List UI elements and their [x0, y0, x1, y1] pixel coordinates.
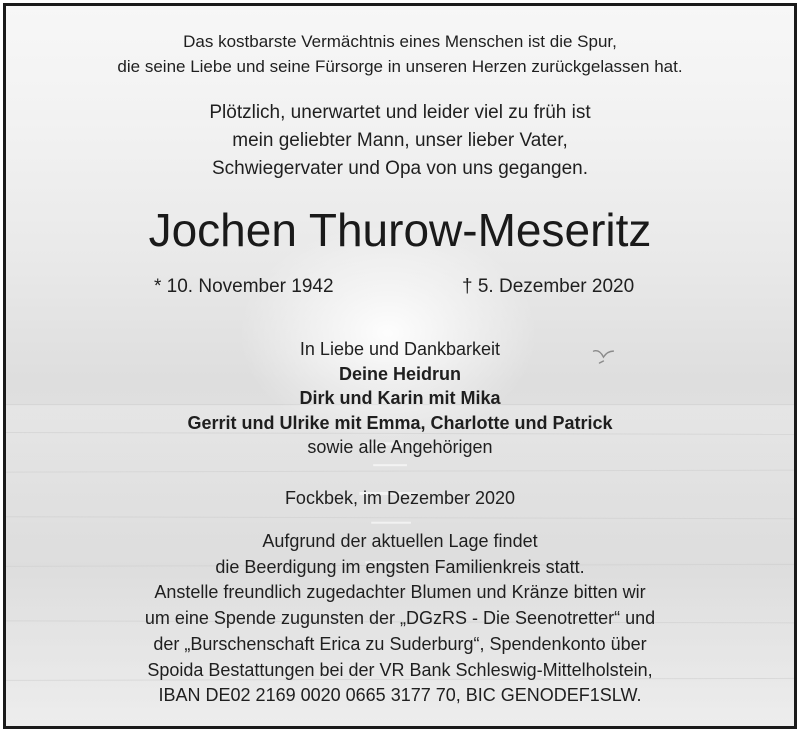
intro-line: Schwiegervater und Opa von uns gegangen.: [211, 158, 589, 179]
death-date: † 5. Dezember 2020: [462, 276, 635, 297]
funeral-info: [6, 529, 794, 709]
funeral-line: die Beerdigung im engsten Familienkreis statt.: [215, 556, 585, 577]
life-dates: [6, 276, 794, 306]
mourners-opening: In Liebe und Dankbarkeit: [299, 339, 501, 359]
mourners-closing: sowie alle Angehörigen: [307, 437, 493, 458]
intro-line: Plötzlich, unerwartet und leider viel zu früh ist: [209, 102, 591, 123]
motto-line: die seine Liebe und seine Fürsorge in unseren Herzen zurückgelassen hat.: [117, 57, 683, 76]
funeral-line: um eine Spende zugunsten der „DGzRS - Die Seenotretter“ und: [144, 608, 656, 629]
intro-text: [6, 99, 794, 183]
mourner-name: Deine Heidrun: [338, 363, 462, 384]
funeral-line: Anstelle freundlich zugedachter Blumen und Kränze bitten wir: [154, 582, 646, 603]
mourner-name: Gerrit und Ulrike mit Emma, Charlotte und Patrick: [187, 412, 613, 433]
birth-date: * 10. November 1942: [154, 276, 334, 297]
funeral-line: IBAN DE02 2169 0020 0665 3177 70, BIC GENODEF1SLW.: [158, 685, 642, 706]
place-date: Fockbek, im Dezember 2020: [284, 488, 516, 508]
funeral-line: Spoida Bestattungen bei der VR Bank Schleswig-Mittelholstein,: [147, 659, 653, 680]
mourners: [6, 337, 794, 460]
obituary-notice: [3, 3, 797, 729]
intro-line: mein geliebter Mann, unser lieber Vater,: [232, 130, 568, 151]
motto: [6, 29, 794, 79]
deceased-name: Jochen Thurow-Meseritz: [148, 204, 652, 256]
funeral-line: Aufgrund der aktuellen Lage findet: [262, 531, 538, 551]
motto-line: Das kostbarste Vermächtnis eines Menschen ist die Spur,: [183, 32, 617, 51]
mourner-name: Dirk und Karin mit Mika: [299, 388, 501, 409]
funeral-line: der „Burschenschaft Erica zu Suderburg“, Spendenkonto über: [153, 633, 647, 654]
